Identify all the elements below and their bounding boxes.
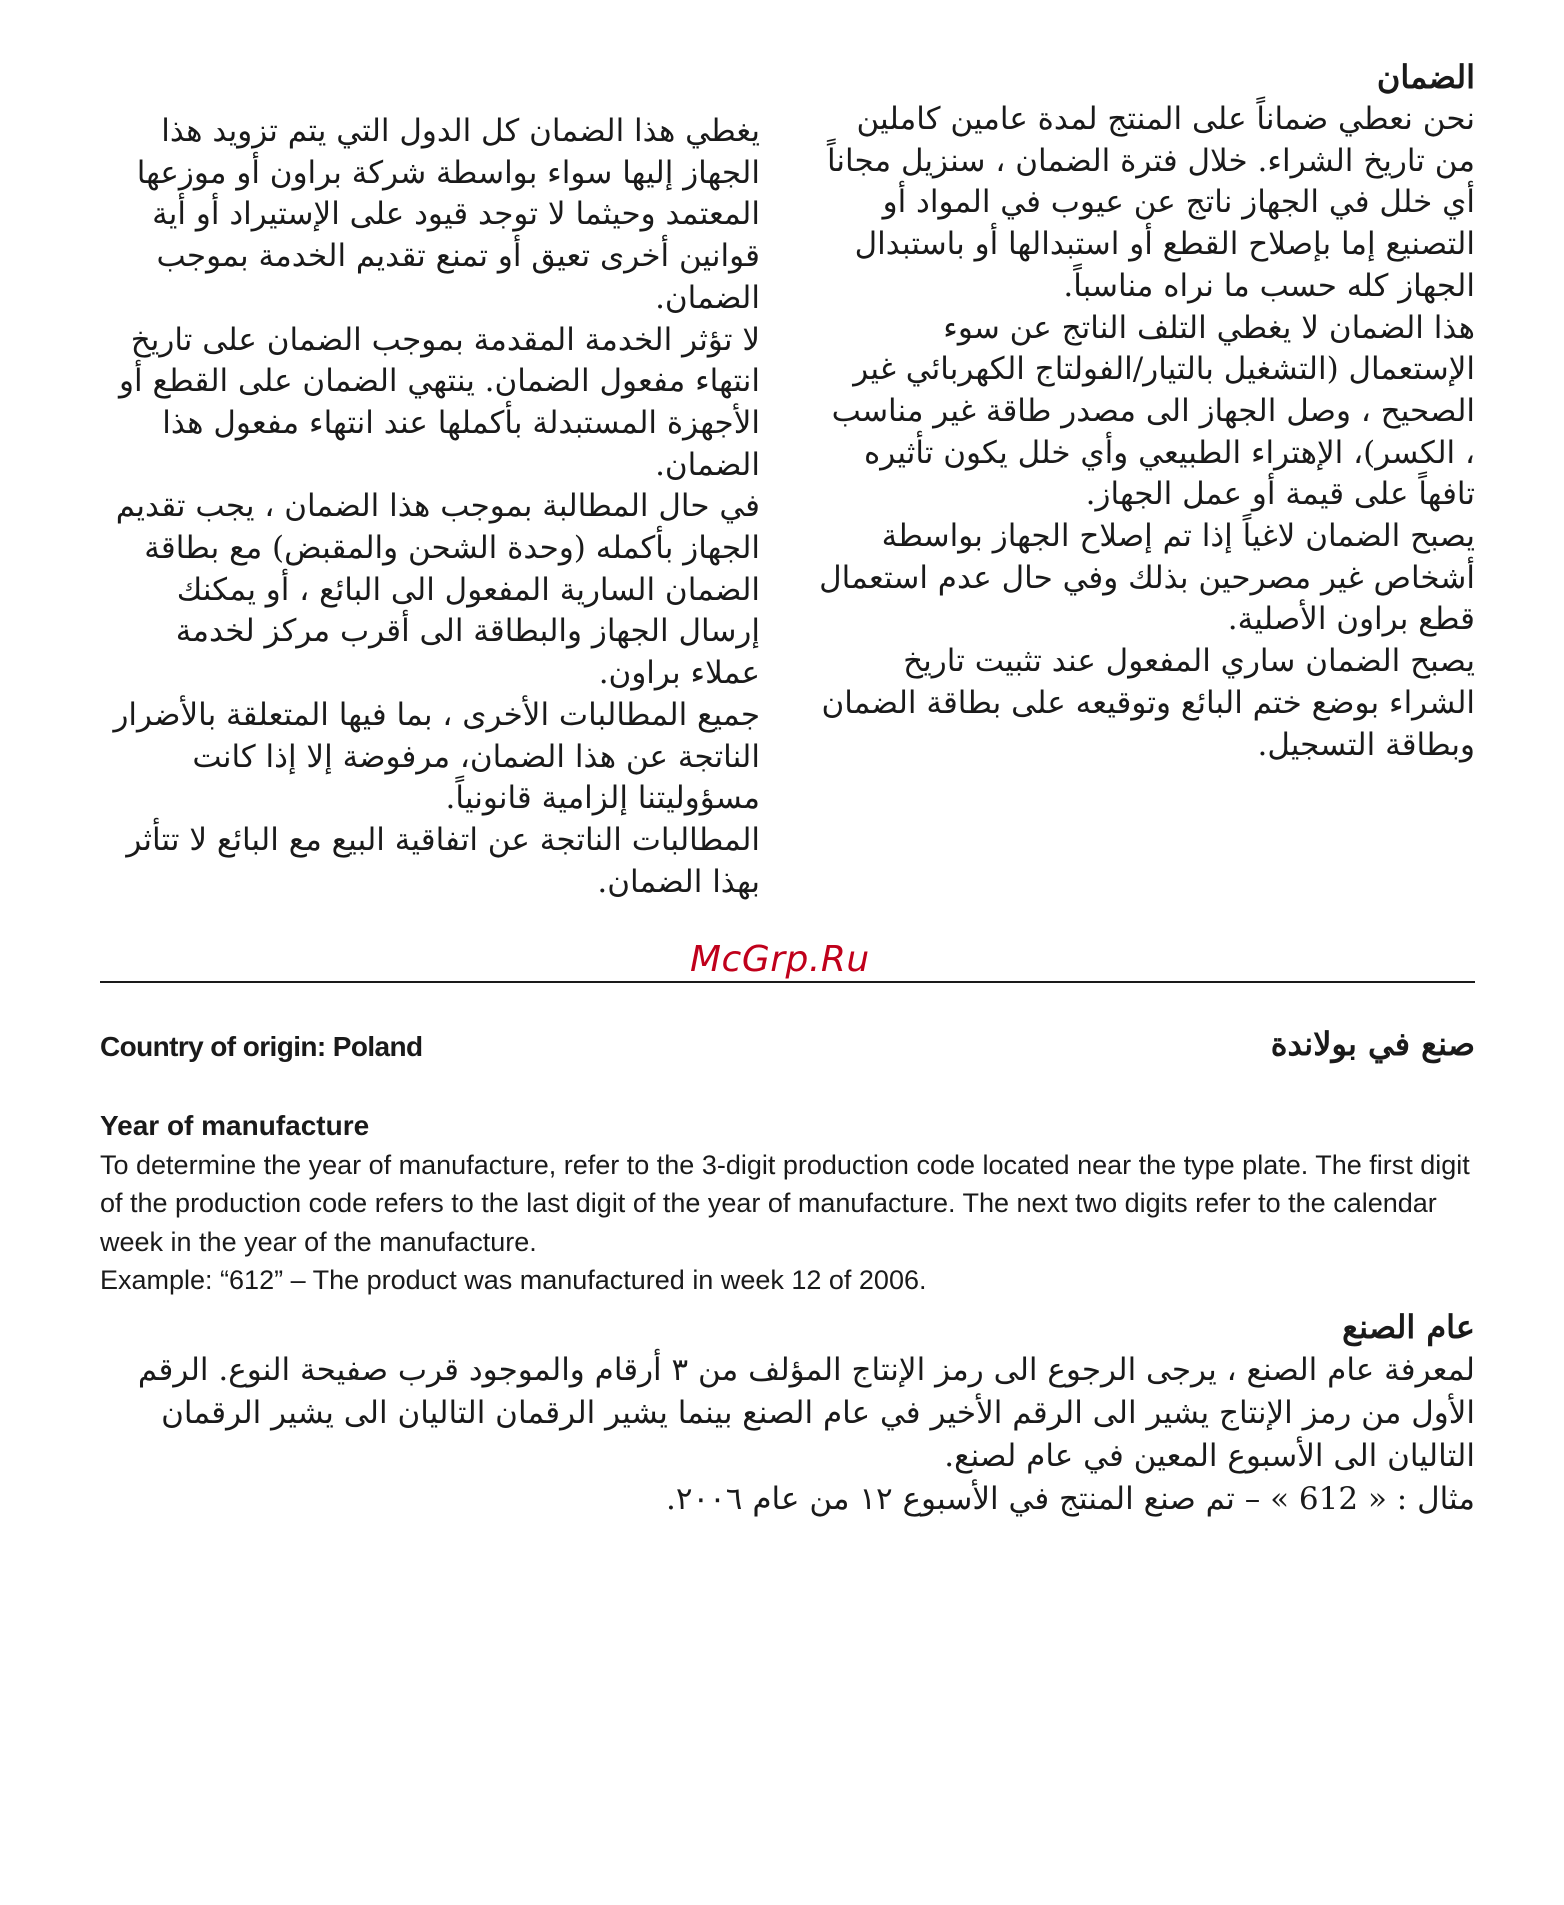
divider [100, 981, 1475, 983]
guarantee-paragraph: جميع المطالبات الأخرى ، بما فيها المتعلقة بالأضرار الناتجة عن هذا الضمان، مرفوضة إلا إذا كانت مسؤوليتنا إلزامية قانونياً. [113, 696, 760, 817]
document-page [100, 55, 1475, 1855]
year-of-manufacture-arabic-example: مثال : « 612 » – تم صنع المنتج في الأسبوع ١٢ من عام ٢٠٠٦. [666, 1481, 1475, 1517]
guarantee-title: الضمان [1376, 58, 1475, 96]
guarantee-paragraph: في حال المطالبة بموجب هذا الضمان ، يجب تقديم الجهاز بأكمله (وحدة الشحن والمقبض) مع بطاقة الضمان السارية المفعول الى البائع ، أو يمكنك إرسال الجهاز والبطاقة الى أقرب مركز لخدمة عملاء براون. [115, 488, 760, 692]
guarantee-left-column [100, 111, 760, 903]
guarantee-paragraph: نحن نعطي ضماناً على المنتج لمدة عامين كاملين من تاريخ الشراء. خلال فترة الضمان ، سنزيل مجاناً أي خلل في الجهاز ناتج عن عيوب في المواد أو التصنيع إما بإصلاح القطع أو استبدالها أو باستبدال الجهاز كله حسب ما نراه مناسباً. [826, 101, 1475, 304]
guarantee-paragraph: هذا الضمان لا يغطي التلف الناتج عن سوء الإستعمال (التشغيل بالتيار/الفولتاج الكهربائي غير الصحيح ، وصل الجهاز الى مصدر طاقة غير مناسب ، الكسر)، الإهتراء الطبيعي وأي خلل يكون تأثيره تافهاً على قيمة أو عمل الجهاز. [831, 309, 1475, 513]
year-of-manufacture-arabic-body: لمعرفة عام الصنع ، يرجى الرجوع الى رمز الإنتاج المؤلف من ٣ أرقام والموجود قرب صفيحة النوع. الرقم الأول من رمز الإنتاج يشير الى الرقم الأخير في عام الصنع بينما يشير الرقمان التاليان الى يشير الرقمان التاليان الى الأسبوع المعين في عام لصنع. [137, 1352, 1475, 1474]
year-of-manufacture-arabic-heading: عام الصنع [1342, 1308, 1475, 1346]
guarantee-right-column [815, 55, 1475, 766]
guarantee-paragraph: يصبح الضمان لاغياً إذا تم إصلاح الجهاز بواسطة أشخاص غير مصرحين بذلك وفي حال عدم استعمال قطع براون الأصلية. [819, 518, 1475, 638]
country-of-origin-english: Country of origin: Poland [100, 1031, 423, 1062]
country-of-origin-arabic: صنع في بولاندة [1270, 1025, 1475, 1063]
guarantee-paragraph: يغطي هذا الضمان كل الدول التي يتم تزويد هذا الجهاز إليها سواء بواسطة شركة براون أو موزعها المعتمد وحيثما لا توجد قيود على الإستيراد أو أية قوانين أخرى تعيق أو تمنع تقديم الخدمة بموجب الضمان. [136, 113, 760, 316]
year-of-manufacture-heading: Year of manufacture [100, 1110, 370, 1141]
year-of-manufacture-arabic [100, 1305, 1475, 1521]
guarantee-paragraph: لا تؤثر الخدمة المقدمة بموجب الضمان على تاريخ انتهاء مفعول الضمان. ينتهي الضمان على القطع أو الأجهزة المستبدلة بأكملها عند انتهاء مفعول هذا الضمان. [119, 321, 760, 483]
year-of-manufacture-example: Example: “612” – The product was manufactured in week 12 of 2006. [100, 1265, 927, 1295]
year-of-manufacture-english [100, 1107, 1475, 1300]
guarantee-paragraph: يصبح الضمان ساري المفعول عند تثبيت تاريخ الشراء بوضع ختم البائع وتوقيعه على بطاقة الضمان وبطاقة التسجيل. [821, 643, 1475, 763]
watermark: McGrp.Ru [690, 939, 870, 980]
guarantee-paragraph: المطالبات الناتجة عن اتفاقية البيع مع البائع لا تتأثر بهذا الضمان. [126, 821, 760, 900]
year-of-manufacture-body: To determine the year of manufacture, refer to the 3-digit production code located near the type plate. The first digit of the production code refers to the last digit of the year of manufacture. The next two digits refer to the calendar week in the year of the manufacture. [100, 1149, 1470, 1257]
